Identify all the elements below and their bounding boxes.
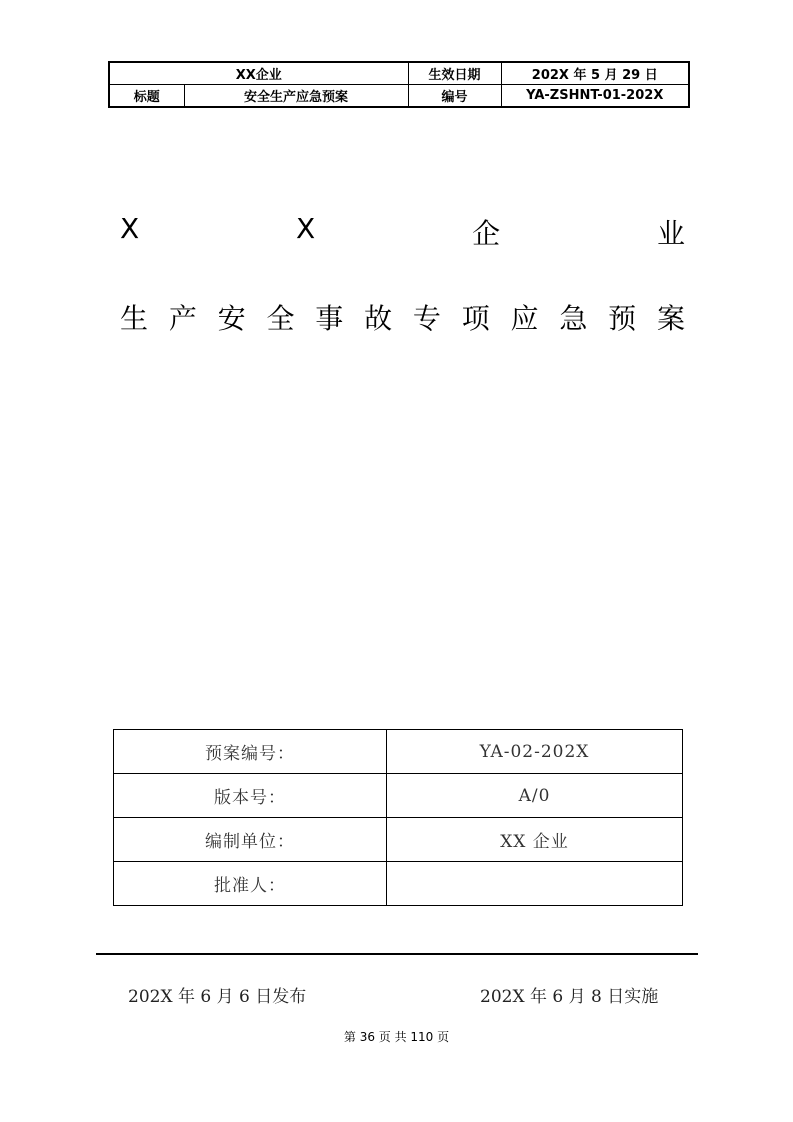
title-char: 安 xyxy=(217,302,246,335)
title-label: 标题 xyxy=(109,85,184,108)
title-char: 产 xyxy=(168,302,197,335)
title-char: 预 xyxy=(608,302,637,335)
title-char: 事 xyxy=(315,302,344,335)
implement-date: 202X 年 6 月 8 日实施 xyxy=(480,987,659,1007)
title-char: X xyxy=(296,212,316,245)
table-row xyxy=(114,774,683,818)
table-row xyxy=(114,862,683,906)
publish-date: 202X 年 6 月 6 日发布 xyxy=(128,987,307,1007)
compiler-label: 编制单位： xyxy=(114,818,387,862)
approver-label: 批准人： xyxy=(114,862,387,906)
number-value: YA-ZSHNT-01-202X xyxy=(501,85,689,108)
title-value: 安全生产应急预案 xyxy=(184,85,408,108)
title-char: 企 xyxy=(472,217,501,250)
plan-info-table xyxy=(113,729,683,906)
table-row xyxy=(114,818,683,862)
title-char: 生 xyxy=(120,302,149,335)
document-title-plan xyxy=(120,297,685,337)
title-char: 急 xyxy=(559,302,588,335)
title-char: X xyxy=(120,212,140,245)
effective-date: 202X 年 5 月 29 日 xyxy=(501,62,689,85)
title-char: 项 xyxy=(461,302,490,335)
title-char: 业 xyxy=(656,217,685,250)
version-value: A/0 xyxy=(387,774,683,818)
number-label: 编号 xyxy=(408,85,501,108)
title-char: 故 xyxy=(364,302,393,335)
effective-date-label: 生效日期 xyxy=(408,62,501,85)
company-name: XX企业 xyxy=(109,62,408,85)
version-label: 版本号： xyxy=(114,774,387,818)
document-title-company xyxy=(120,212,685,252)
title-char: 全 xyxy=(266,302,295,335)
title-char: 专 xyxy=(412,302,441,335)
document-header-table xyxy=(108,61,690,108)
page-number: 第 36 页 共 110 页 xyxy=(343,1030,450,1044)
approver-value xyxy=(387,862,683,906)
plan-number-label: 预案编号： xyxy=(114,730,387,774)
header-row-1 xyxy=(109,62,689,85)
plan-number-value: YA-02-202X xyxy=(387,730,683,774)
header-row-2 xyxy=(109,85,689,108)
compiler-value: XX 企业 xyxy=(387,818,683,862)
table-row xyxy=(114,730,683,774)
title-char: 案 xyxy=(656,302,685,335)
title-char: 应 xyxy=(510,302,539,335)
horizontal-divider xyxy=(96,953,698,955)
